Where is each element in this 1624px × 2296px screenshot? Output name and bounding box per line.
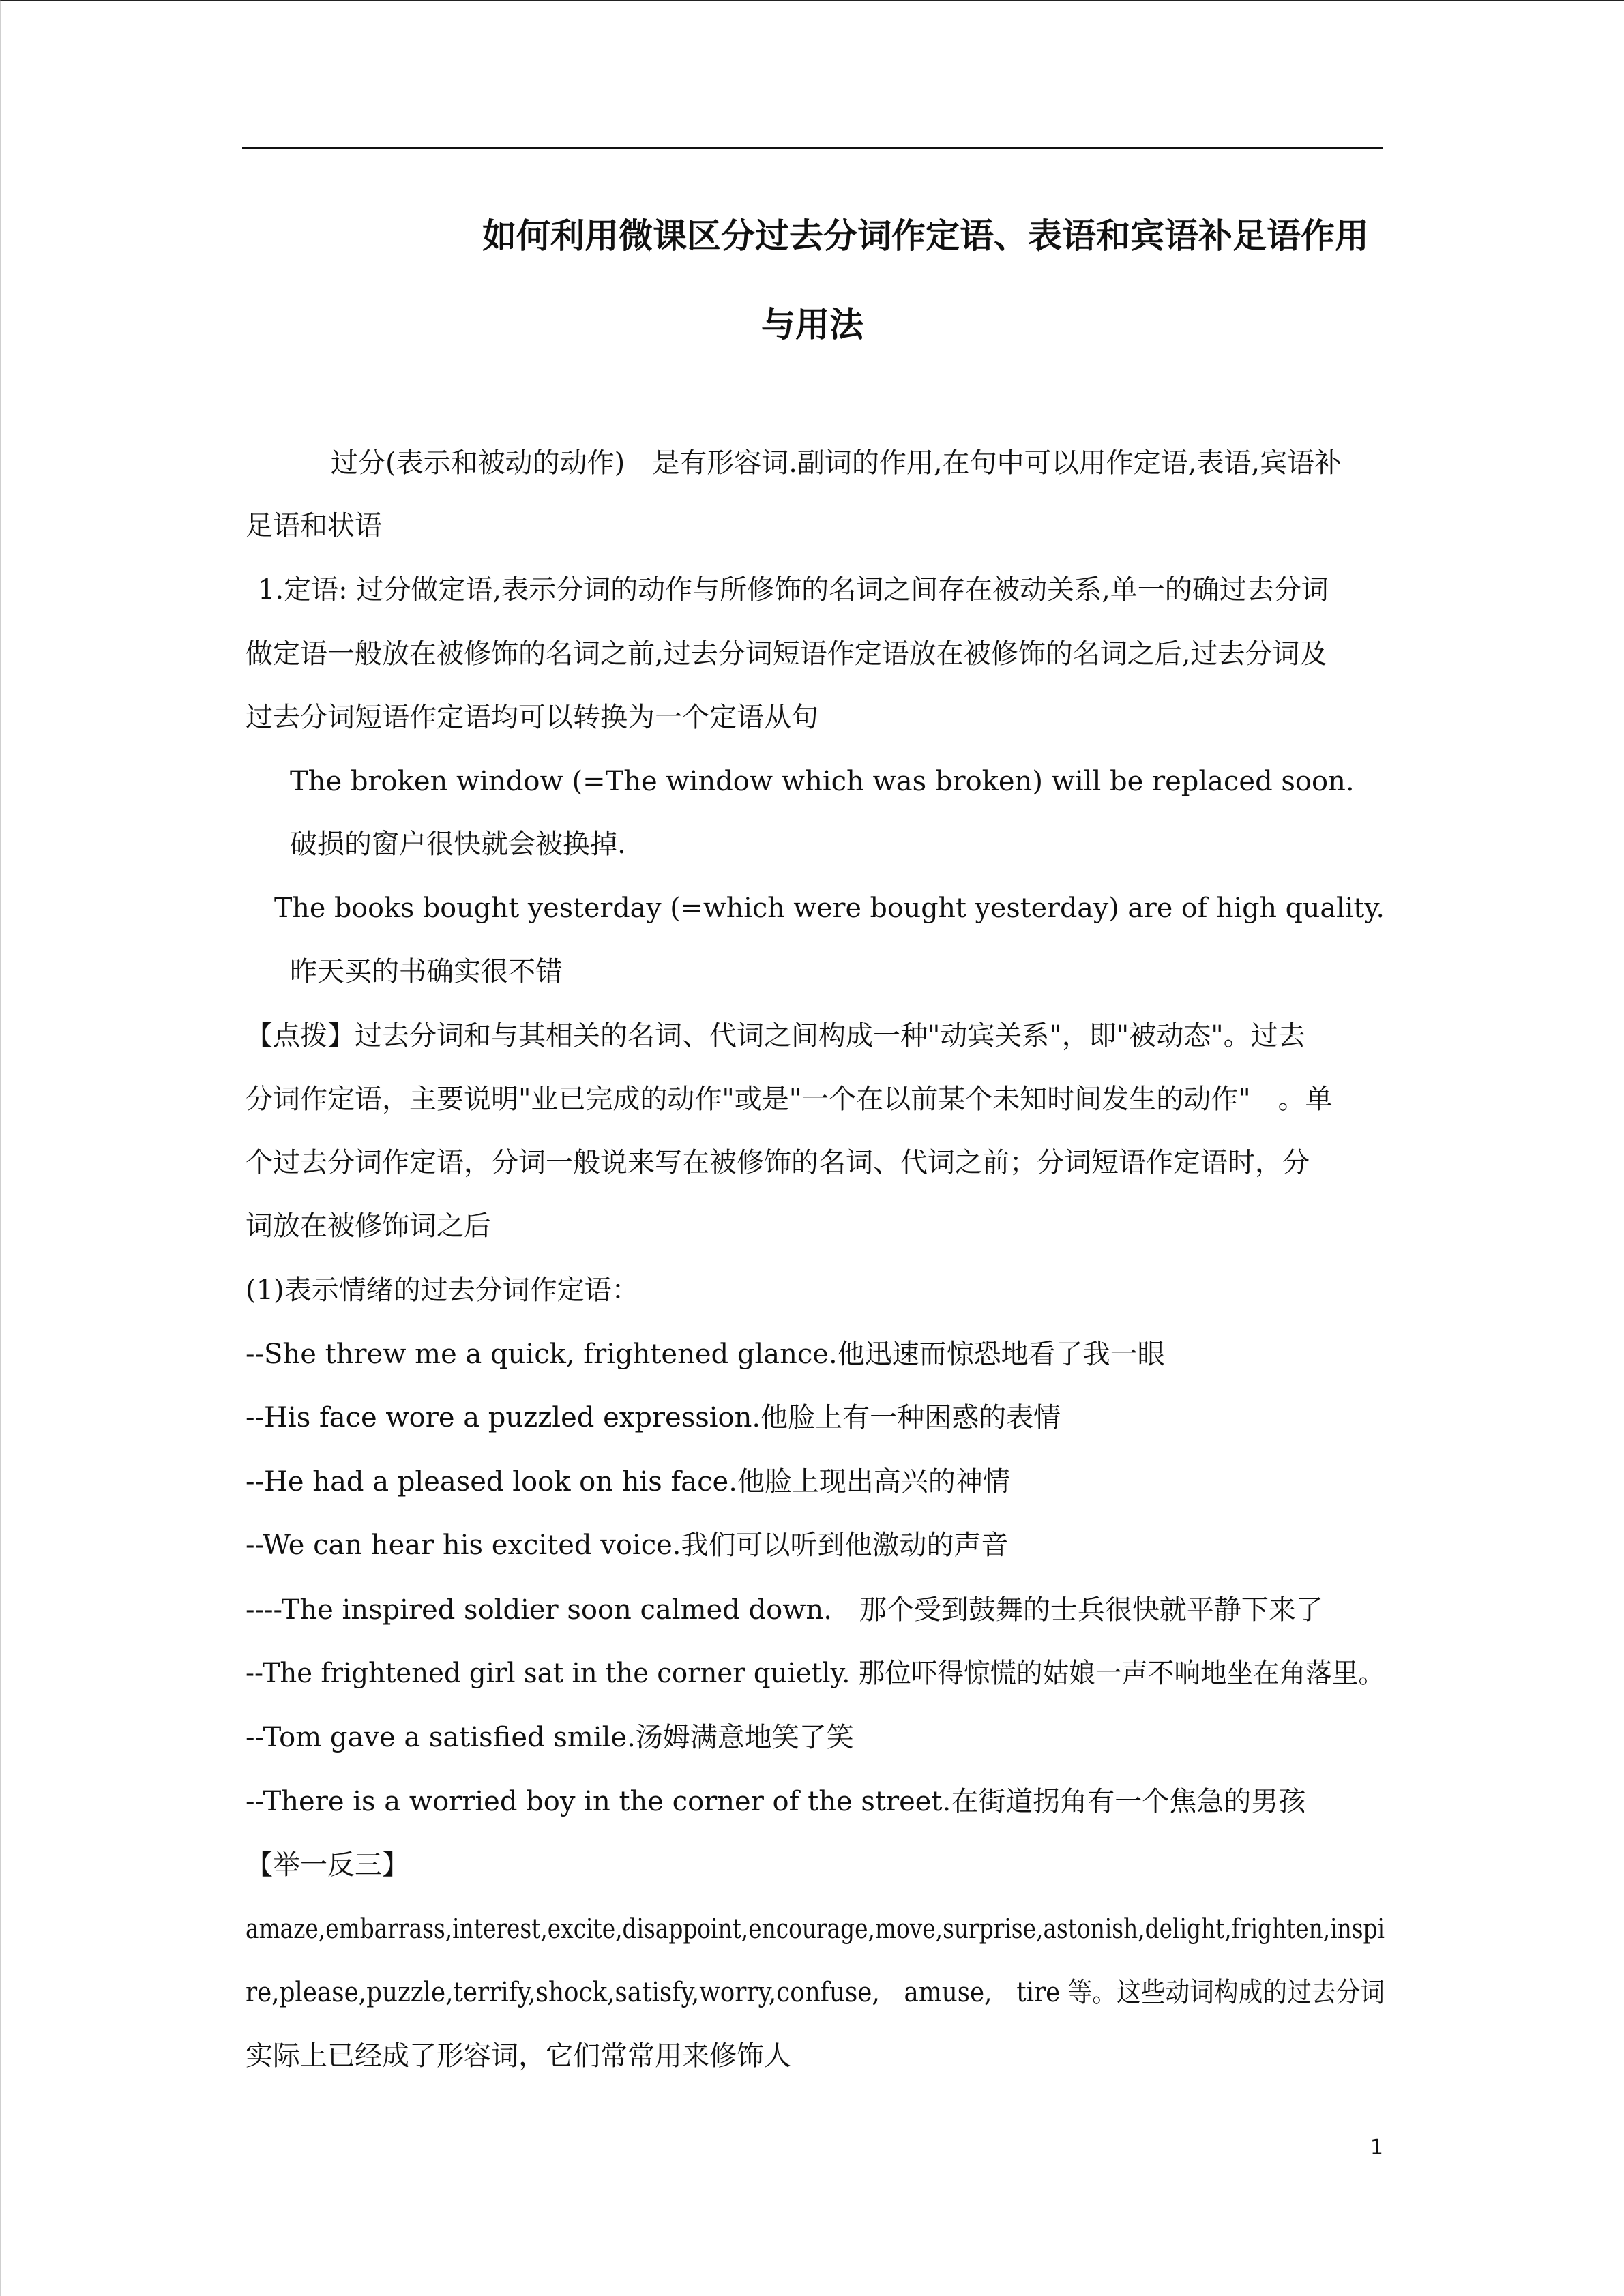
- emotion-example-8: --There is a worried boy in the corner of the street.在街道拐角有一个焦急的男孩: [246, 1786, 1306, 1817]
- emotion-example-4: --We can hear his excited voice.我们可以听到他激动的声音: [246, 1530, 1009, 1561]
- emotion-example-3: --He had a pleased look on his face.他脸上现出高兴的神情: [246, 1466, 1010, 1497]
- tip-line-4: 词放在被修饰词之后: [246, 1210, 491, 1242]
- emotion-example-2: --His face wore a puzzled expression.他脸上有一种困惑的表情: [246, 1402, 1061, 1433]
- header-rule: [242, 147, 1383, 149]
- tip-line-3: 个过去分词作定语，分词一般说来写在被修饰的名词、代词之前；分词短语作定语时，分: [246, 1147, 1310, 1178]
- emotion-example-5: ----The inspired soldier soon calmed down. 那个受到鼓舞的士兵很快就平静下来了: [246, 1594, 1323, 1626]
- tip-line-1: 【点拨】过去分词和与其相关的名词、代词之间构成一种"动宾关系"，即"被动态"。过去: [246, 1020, 1305, 1052]
- sub-heading: (1)表示情绪的过去分词作定语：: [246, 1274, 639, 1306]
- document-title-line-1: 如何利用微课区分过去分词作定语、表语和宾语补足语作用: [482, 215, 1369, 256]
- definition-line-3: 过去分词短语作定语均可以转换为一个定语从句: [246, 702, 818, 733]
- document-title-line-2: 与用法: [761, 304, 863, 344]
- practice-line-3: 实际上已经成了形容词，它们常常用来修饰人: [246, 2040, 791, 2072]
- page-number: 1: [1370, 2136, 1383, 2160]
- tip-line-2: 分词作定语，主要说明"业已完成的动作"或是"一个在以前某个未知时间发生的动作" 。单: [246, 1084, 1333, 1115]
- practice-line-2: re,please,puzzle,terrify,shock,satisfy,worry,confuse, amuse, tire 等。这些动词构成的过去分词: [246, 1977, 1385, 2008]
- emotion-example-6: --The frightened girl sat in the corner quietly. 那位吓得惊慌的姑娘一声不响地坐在角落里。: [246, 1658, 1385, 1689]
- definition-line-1: 1.定语: 过分做定语,表示分词的动作与所修饰的名词之间存在被动关系,单一的确过去分词: [258, 574, 1329, 606]
- practice-line-1: amaze,embarrass,interest,excite,disappoint,encourage,move,surprise,astonish,delight,frighten,inspi: [246, 1913, 1385, 1945]
- intro-line-1: 过分(表示和被动的动作) 是有形容词.副词的作用,在句中可以用作定语,表语,宾语补: [331, 447, 1342, 479]
- example-2-english: The books bought yesterday (=which were bought yesterday) are of high quality.: [274, 893, 1385, 924]
- definition-line-2: 做定语一般放在被修饰的名词之前,过去分词短语作定语放在被修饰的名词之后,过去分词及: [246, 638, 1327, 670]
- example-1-english: The broken window (=The window which was broken) will be replaced soon.: [290, 766, 1355, 797]
- practice-heading: 【举一反三】: [246, 1849, 409, 1881]
- intro-line-2: 足语和状语: [246, 510, 382, 541]
- emotion-example-7: --Tom gave a satisfied smile.汤姆满意地笑了笑: [246, 1722, 854, 1753]
- example-2-chinese: 昨天买的书确实很不错: [290, 956, 563, 987]
- example-1-chinese: 破损的窗户很快就会被换掉.: [290, 829, 626, 860]
- emotion-example-1: --She threw me a quick, frightened glance.他迅速而惊恐地看了我一眼: [246, 1339, 1165, 1370]
